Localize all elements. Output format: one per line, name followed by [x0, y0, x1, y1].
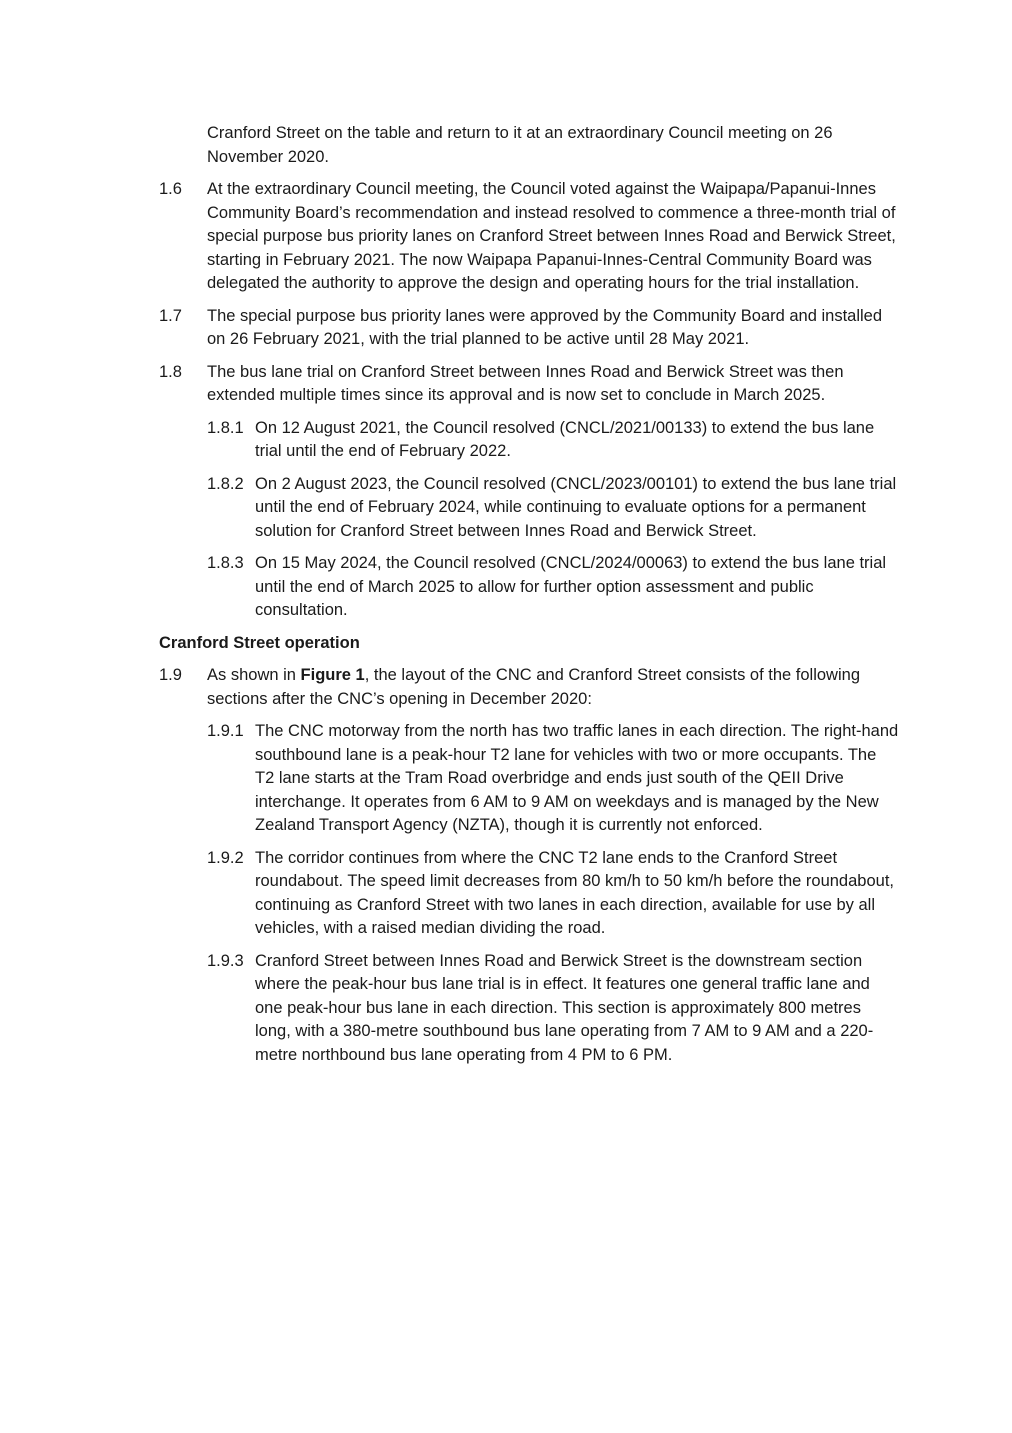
paragraph-number: 1.8 [159, 362, 182, 381]
subparagraph-1-8-2 [207, 473, 899, 544]
subparagraph-1-8-1 [207, 417, 899, 464]
paragraph-text: The bus lane trial on Cranford Street between Innes Road and Berwick Street was then extended multiple times since its approval and is now set to conclude in March 2025. [207, 362, 844, 404]
continued-paragraph: Cranford Street on the table and return to it at an extraordinary Council meeting on 26 November 2020. [207, 124, 833, 166]
subparagraph-number: 1.8.3 [207, 554, 244, 572]
subparagraph-text: The corridor continues from where the CNC T2 lane ends to the Cranford Street roundabout. The speed limit decreases from 80 km/h to 50 km/h before the roundabout, continuing as Cranford Street with two lanes in each direction, available for use by all vehicles, with a raised median dividing the road. [255, 848, 894, 937]
paragraph-text: At the extraordinary Council meeting, the Council voted against the Waipapa/Papanui-Innes Community Board’s recommendation and instead resolved to commence a three-month trial of special purpose bus priority lanes on Cranford Street between Innes Road and Berwick Street, starting in February 2021. The now Waipapa Papanui-Innes-Central Community Board was delegated the authority to approve the design and operating hours for the trial installation. [207, 180, 896, 292]
subparagraph-number: 1.8.2 [207, 474, 244, 493]
subparagraph-text: On 2 August 2023, the Council resolved (CNCL/2023/00101) to extend the bus lane trial until the end of February 2024, while continuing to evaluate options for a permanent solution for Cranford Street between Innes Road and Berwick Street. [255, 474, 897, 540]
paragraph-1-8 [159, 361, 899, 408]
subparagraph-1-9-2 [207, 847, 899, 941]
figure-reference: Figure 1 [300, 666, 365, 684]
paragraph-number: 1.9 [159, 666, 182, 684]
text-before-figure-ref: As shown in [207, 666, 301, 684]
subparagraph-text: On 12 August 2021, the Council resolved (CNCL/2021/00133) to extend the bus lane trial until the end of February 2022. [255, 418, 875, 460]
subparagraph-1-9-3 [207, 950, 899, 1068]
paragraph-1-9 [159, 664, 899, 711]
subparagraph-text: On 15 May 2024, the Council resolved (CNCL/2024/00063) to extend the bus lane trial until the end of March 2025 to allow for further option assessment and public consultation. [255, 554, 887, 619]
document-body [159, 122, 899, 1076]
paragraph-number: 1.6 [159, 180, 182, 198]
subparagraph-text: The CNC motorway from the north has two traffic lanes in each direction. The right-hand southbound lane is a peak-hour T2 lane for vehicles with two or more occupants. The T2 lane starts at the Tram Road overbridge and ends just south of the QEII Drive interchange. It operates from 6 AM to 9 AM on weekdays and is managed by the New Zealand Transport Agency (NZTA), though it is currently not enforced. [255, 722, 899, 834]
subparagraph-number: 1.8.1 [207, 418, 244, 437]
subparagraph-number: 1.9.1 [207, 722, 244, 740]
subparagraph-1-9-1 [207, 720, 899, 838]
paragraph-1-6 [159, 178, 899, 296]
section-heading: Cranford Street operation [159, 633, 360, 652]
paragraph-text [207, 664, 899, 711]
subparagraph-number: 1.9.3 [207, 951, 244, 970]
paragraph-number: 1.7 [159, 306, 182, 325]
paragraph-text: The special purpose bus priority lanes were approved by the Community Board and installed on 26 February 2021, with the trial planned to be active until 28 May 2021. [207, 306, 883, 348]
subparagraph-number: 1.9.2 [207, 848, 244, 867]
text-after-figure-ref: , the layout of the CNC and Cranford Street consists of the following sections after the CNC’s opening in December 2020: [207, 666, 860, 708]
subparagraph-text: Cranford Street between Innes Road and Berwick Street is the downstream section where the peak-hour bus lane trial is in effect. It features one general traffic lane and one peak-hour bus lane in each direction. This section is approximately 800 metres long, with a 380-metre southbound bus lane operating from 7 AM to 9 AM and a 220-metre northbound bus lane operating from 4 PM to 6 PM. [255, 951, 874, 1064]
paragraph-1-7 [159, 305, 899, 352]
subparagraph-1-8-3 [207, 552, 899, 623]
